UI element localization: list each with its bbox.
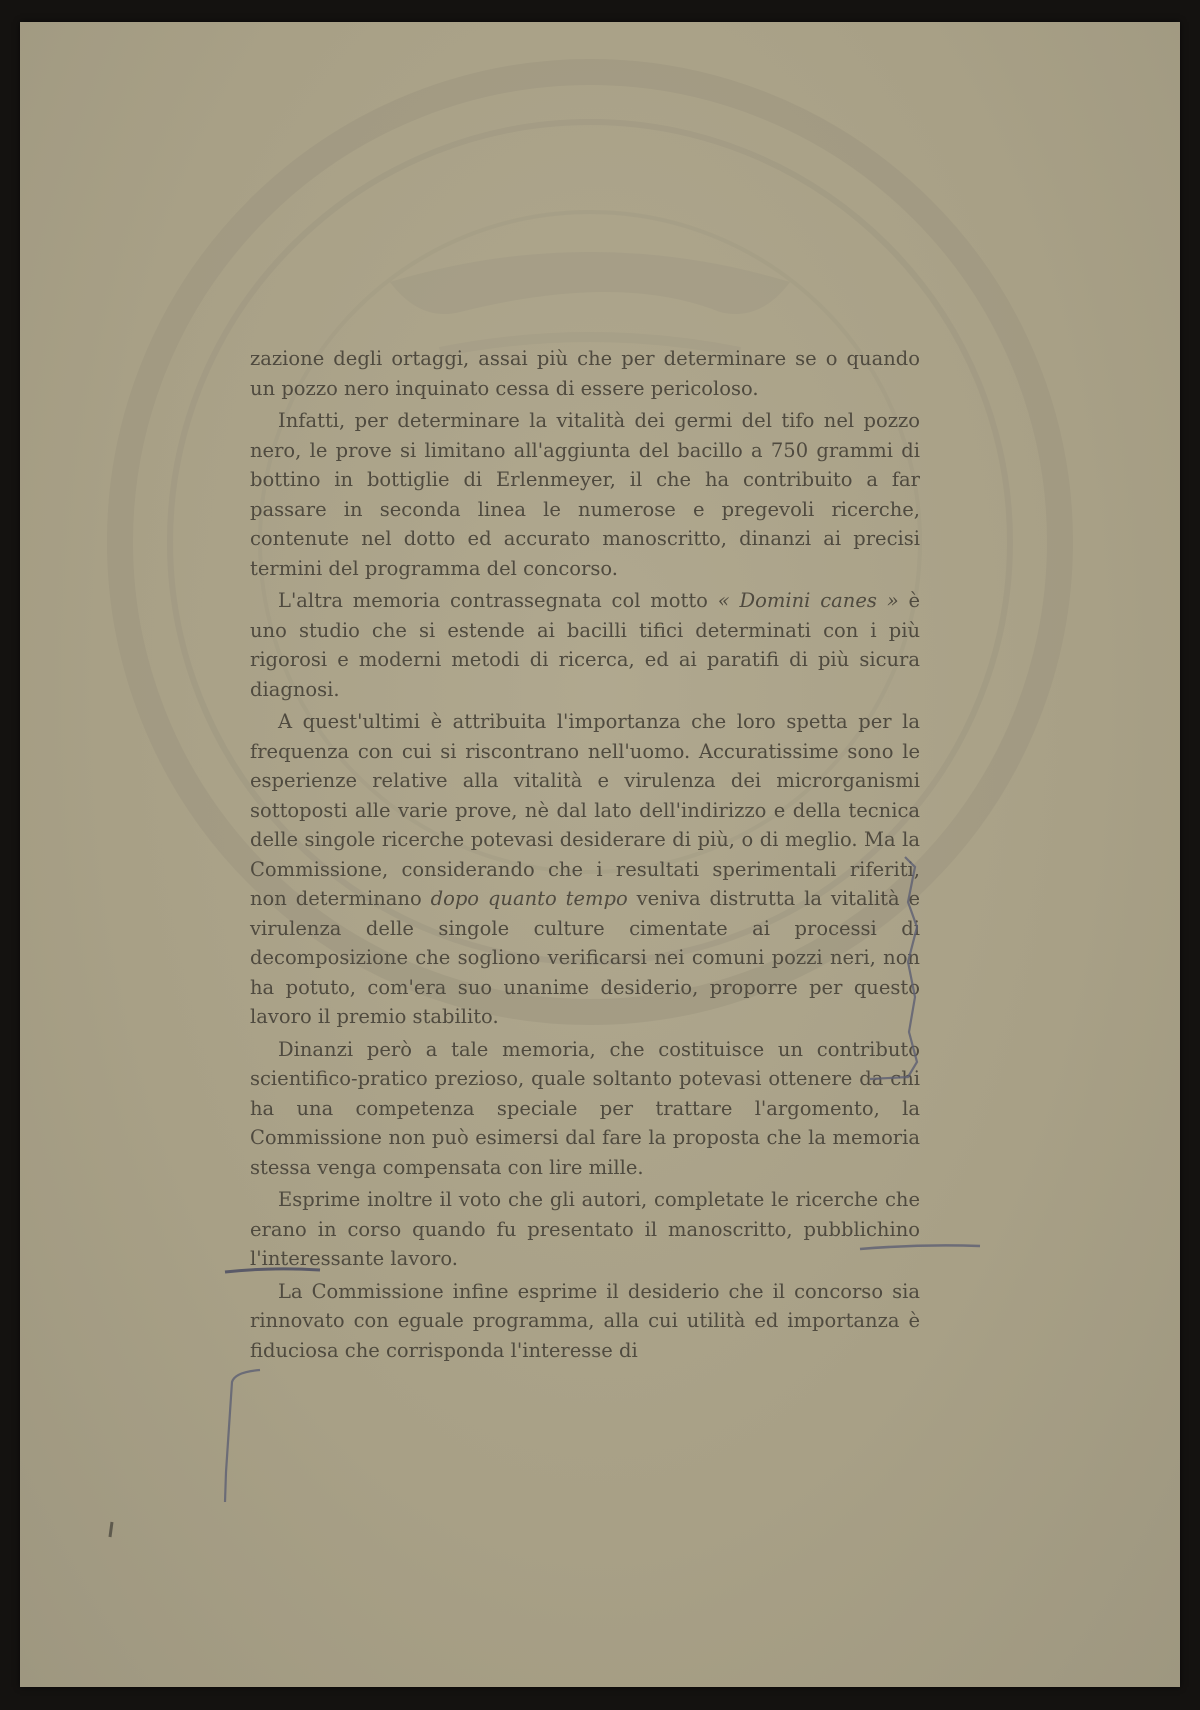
paragraph xyxy=(250,707,920,1032)
paragraph-text: è uno studio che si estende ai bacilli tifici determinati con i più rigorosi e moderni metodi di ricerca, ed ai paratifi di più sicura diagnosi. xyxy=(250,589,921,701)
paragraph-text: A quest'ultimi è attribuita l'importanza che loro spetta per la frequenza con cui si riscontrano nell'uomo. Accuratissime sono le esperienze relative alla vitalità e virulenza dei microrganismi sottoposti alle varie prove, nè dal lato dell'indirizzo e della tecnica delle singole ricerche potevasi desiderare di più, o di meglio. Ma la Commissione, considerando che i resultati sperimentali riferiti, non determinano xyxy=(250,710,920,910)
document-page xyxy=(20,22,1180,1687)
emphasis-text: dopo quanto tempo xyxy=(430,887,628,910)
margin-bracket-left xyxy=(225,1370,260,1502)
body-text xyxy=(250,344,920,1365)
paragraph-text: veniva distrutta la vitalità e virulenza delle singole culture cimentate ai processi di decomposizione che sogliono verificarsi nei comuni pozzi neri, non ha potuto, com'era suo unanime desiderio, proporre per questo lavoro il premio stabilito. xyxy=(250,887,921,1028)
paragraph: zazione degli ortaggi, assai più che per determinare se o quando un pozzo nero inquinato cessa di essere pericoloso. xyxy=(250,347,920,400)
pencil-dot xyxy=(110,1522,112,1537)
paragraph: Infatti, per determinare la vitalità dei germi del tifo nel pozzo nero, le prove si limitano all'aggiunta del bacillo a 750 grammi di bottino in bottiglie di Erlenmeyer, il che ha contribuito a far passare in seconda linea le numerose e pregevoli ricerche, contenute nel dotto ed accurato manoscritto, dinanzi ai precisi termini del programma del concorso. xyxy=(250,409,920,580)
paragraph: Esprime inoltre il voto che gli autori, completate le ricerche che erano in corso quando fu presentato il manoscritto, pubblichino l'interessante lavoro. xyxy=(250,1188,920,1270)
motto-text: « Domini canes » xyxy=(717,589,899,612)
paragraph: Dinanzi però a tale memoria, che costituisce un contributo scientifico-pratico prezioso, quale soltanto potevasi ottenere da chi ha una competenza speciale per trattare l'argomento, la Commissione non può esimersi dal fare la proposta che la memoria stessa venga compensata con lire mille. xyxy=(250,1037,920,1179)
paragraph xyxy=(250,586,920,704)
paragraph: La Commissione infine esprime il desiderio che il concorso sia rinnovato con eguale programma, alla cui utilità ed importanza è fiduciosa che corrisponda l'interesse di xyxy=(250,1279,920,1362)
paragraph-text: L'altra memoria contrassegnata col motto xyxy=(278,589,718,612)
